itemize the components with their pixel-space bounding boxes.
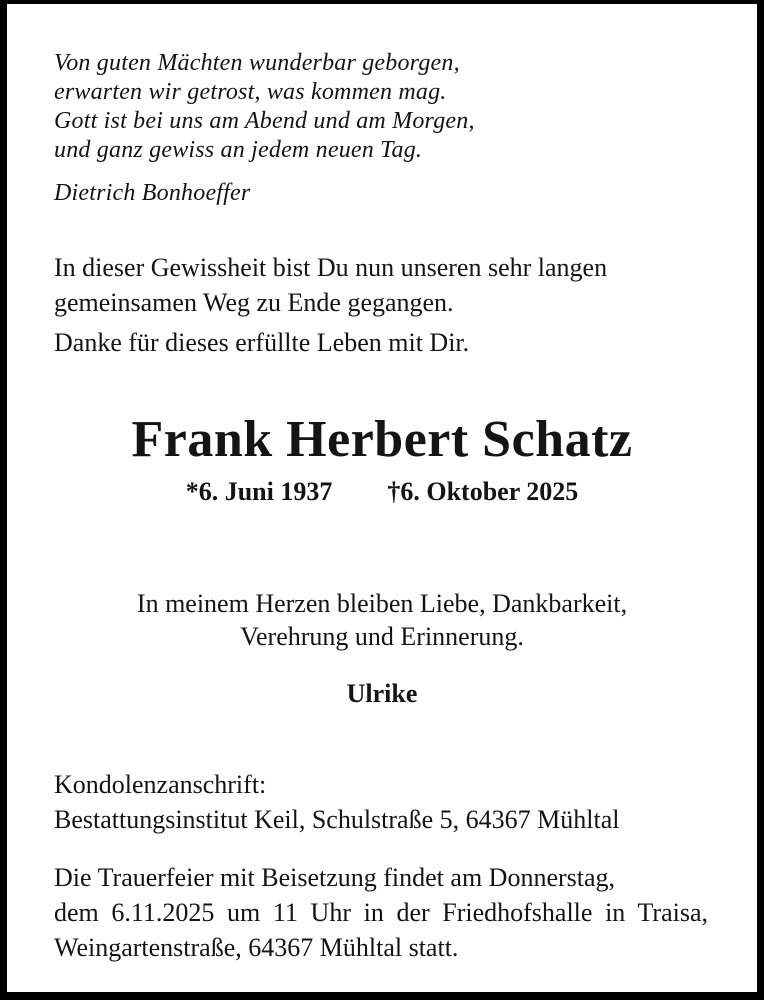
condolence-label: Kondolenzanschrift: [54, 770, 267, 799]
condolence-block [54, 767, 708, 837]
intro-line: In dieser Gewissheit bist Du nun unseren sehr langen [54, 253, 608, 282]
birth-date: *6. Juni 1937 [185, 477, 333, 506]
death-date: †6. Oktober 2025 [387, 477, 579, 506]
poem-line: Von guten Mächten wunderbar geborgen, [54, 50, 460, 76]
funeral-line: Weingartenstraße, 64367 Mühltal statt. [54, 933, 459, 962]
condolence-address: Bestattungsinstitut Keil, Schulstraße 5, 64367 Mühltal [54, 805, 620, 834]
funeral-line: dem 6.11.2025 um 11 Uhr in der Friedhofshalle in Traisa, [54, 898, 708, 927]
poem [54, 49, 714, 165]
remembrance-line: Verehrung und Erinnerung. [240, 622, 524, 651]
funeral-line: Die Trauerfeier mit Beisetzung findet am Donnerstag, [54, 863, 616, 892]
poem-line: erwarten wir getrost, was kommen mag. [54, 79, 447, 105]
poem-line: und ganz gewiss an jedem neuen Tag. [54, 137, 423, 163]
intro-paragraph [54, 250, 708, 320]
poem-line: Gott ist bei uns am Abend und am Morgen, [54, 108, 475, 134]
remembrance-line: In meinem Herzen bleiben Liebe, Dankbarkeit, [136, 589, 628, 618]
remembrance-paragraph [7, 587, 757, 653]
deceased-name: Frank Herbert Schatz [131, 411, 633, 468]
intro-line: gemeinsamen Weg zu Ende gegangen. [54, 288, 454, 317]
poem-author: Dietrich Bonhoeffer [54, 180, 251, 206]
life-dates [7, 477, 757, 507]
funeral-paragraph [54, 860, 708, 965]
mourner-name: Ulrike [346, 679, 418, 708]
thanks-line: Danke für dieses erfüllte Leben mit Dir. [54, 328, 470, 357]
